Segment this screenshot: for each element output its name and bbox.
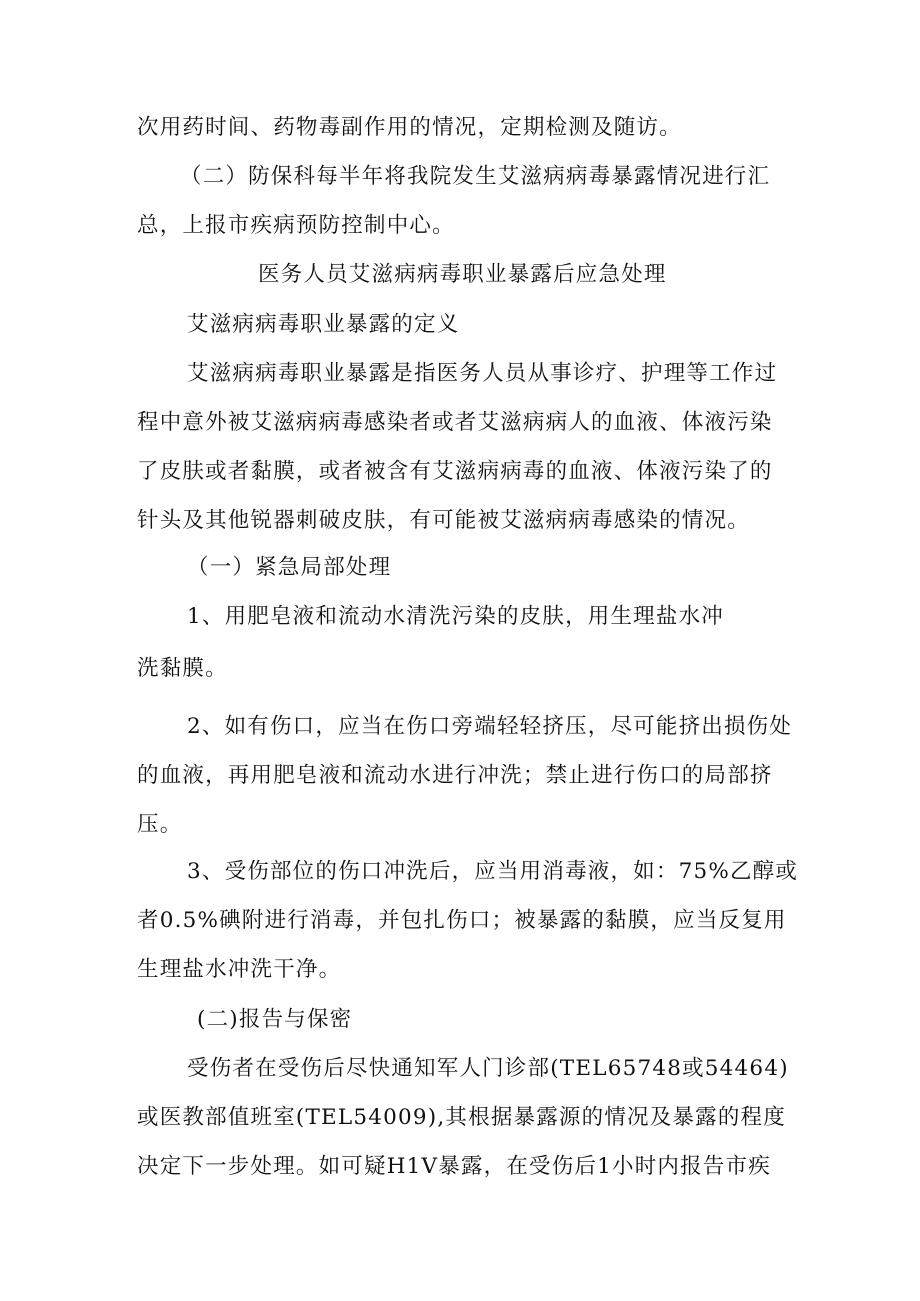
text-line: 的血液，再用肥皂液和流动水进行冲洗；禁止进行伤口的局部挤	[137, 763, 773, 788]
text-line: 3、受伤部位的伤口冲洗后，应当用消毒液，如：75%乙醇或	[187, 859, 799, 884]
text-line: （二）防保科每半年将我院发生艾滋病病毒暴露情况进行汇	[180, 164, 771, 189]
text-line: 艾滋病病毒职业暴露是指医务人员从事诊疗、护理等工作过	[187, 361, 778, 386]
text-line: 针头及其他锐器刺破皮肤，有可能被艾滋病病毒感染的情况。	[137, 508, 750, 533]
subsection-heading: 艾滋病病毒职业暴露的定义	[187, 312, 460, 337]
text-line: 总，上报市疾病预防控制中心。	[137, 213, 455, 238]
section-heading: 医务人员艾滋病病毒职业暴露后应急处理	[258, 262, 667, 287]
text-line: 压。	[137, 812, 183, 837]
text-line: 洗黏膜。	[137, 656, 228, 681]
text-line: 次用药时间、药物毒副作用的情况，定期检测及随访。	[137, 115, 682, 140]
text-line: 决定下一步处理。如可疑H1V暴露，在受伤后1小时内报告市疾	[137, 1154, 771, 1179]
text-line: 生理盐水冲洗干净。	[137, 957, 342, 982]
text-line: 受伤者在受伤后尽快通知军人门诊部(TEL65748或54464)	[187, 1056, 789, 1081]
subsection-heading: (二)报告与保密	[197, 1007, 353, 1032]
subsection-heading: （一）紧急局部处理	[187, 555, 392, 580]
text-line: 了皮肤或者黏膜，或者被含有艾滋病病毒的血液、体液污染了的	[137, 459, 773, 484]
text-line: 或医教部值班室(TEL54009),其根据暴露源的情况及暴露的程度	[137, 1105, 786, 1130]
text-line: 2、如有伤口，应当在伤口旁端轻轻挤压，尽可能挤出损伤处	[187, 714, 793, 739]
text-line: 1、用肥皂液和流动水清洗污染的皮肤，用生理盐水冲	[187, 604, 724, 629]
text-line: 程中意外被艾滋病病毒感染者或者艾滋病病人的血液、体液污染	[137, 410, 773, 435]
text-line: 者0.5%碘附进行消毒，并包扎伤口；被暴露的黏膜，应当反复用	[137, 908, 787, 933]
